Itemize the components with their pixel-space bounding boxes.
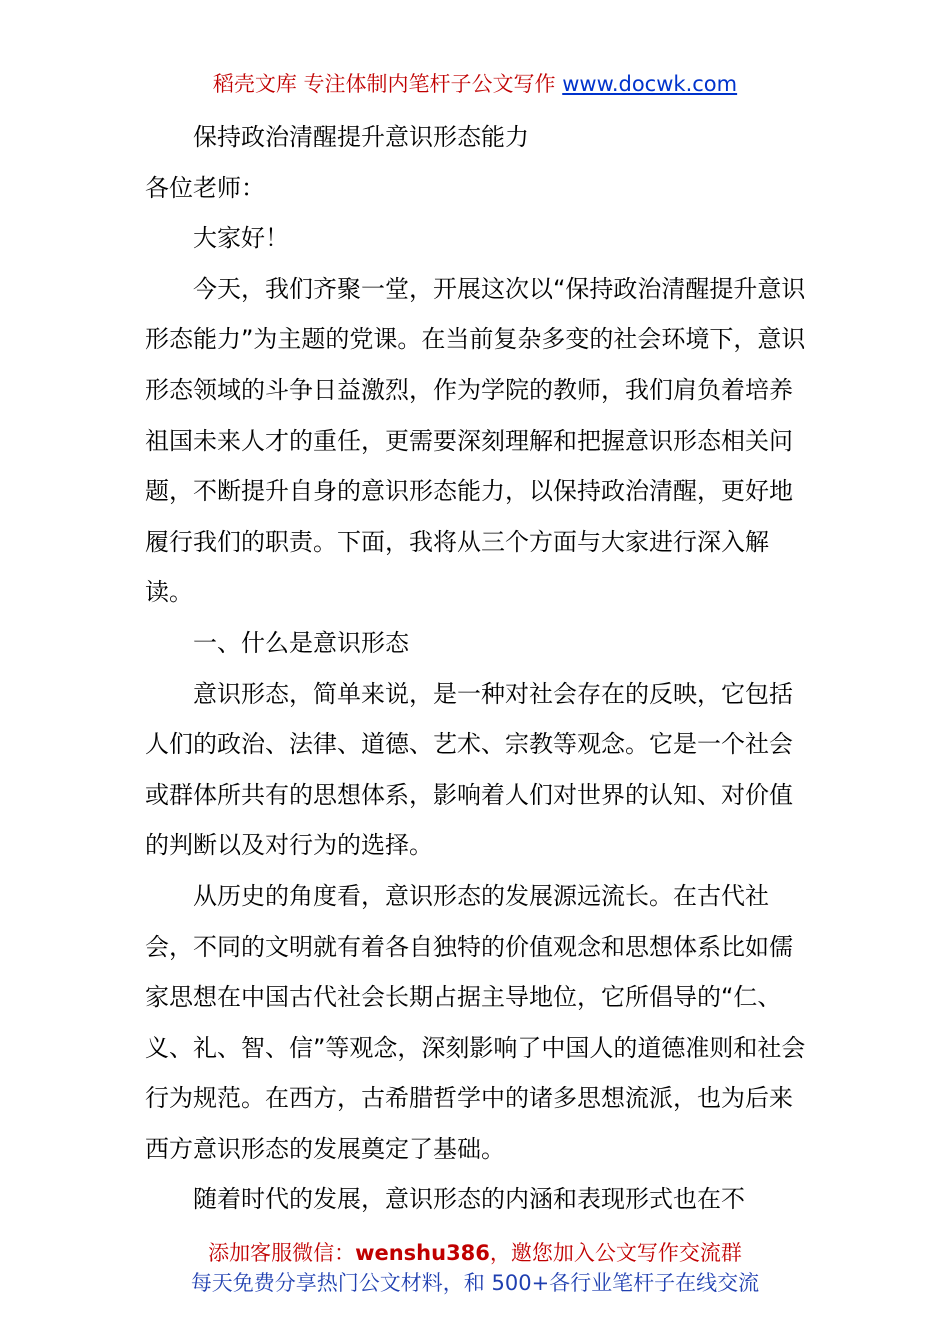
footer-wechat-id: wenshu386	[355, 1241, 490, 1265]
watermark-header	[0, 70, 950, 98]
paragraph: 今天，我们齐聚一堂，开展这次以“保持政治清醒提升意识形态能力”为主题的党课。在当前复杂多变的社会环境下，意识形态领域的斗争日益激烈，作为学院的教师，我们肩负着培养祖国未来人才的重任，更需要深刻理解和把握意识形态相关问题，不断提升自身的意识形态能力，以保持政治清醒，更好地履行我们的职责。下面，我将从三个方面与大家进行深入解读。	[145, 274, 806, 607]
paragraph: 意识形态，简单来说，是一种对社会存在的反映，它包括人们的政治、法律、道德、艺术、宗教等观念。它是一个社会或群体所共有的思想体系，影响着人们对世界的认知、对价值的判断以及对行为的选择。	[145, 679, 793, 860]
salutation: 各位老师：	[145, 173, 265, 202]
header-website-link[interactable]: www.docwk.com	[562, 72, 738, 96]
paragraph: 随着时代的发展，意识形态的内涵和表现形式也在不	[193, 1185, 745, 1214]
paragraph: 从历史的角度看，意识形态的发展源远流长。在古代社会，不同的文明就有着各自独特的价值观念和思想体系比如儒家思想在中国古代社会长期占据主导地位，它所倡导的“仁、义、礼、智、信”等观念，深刻影响了中国人的道德准则和社会行为规范。在西方，古希腊哲学中的诸多思想流派，也为后来西方意识形态的发展奠定了基础。	[145, 881, 806, 1163]
footer-wechat-line	[0, 1238, 950, 1268]
footer-suffix: ，邀您加入公文写作交流群	[489, 1241, 742, 1265]
header-brand-text: 稻壳文库 专注体制内笔杆子公文写作	[212, 72, 563, 96]
promo-footer	[0, 1238, 950, 1298]
section-heading: 一、什么是意识形态	[193, 628, 409, 657]
footer-share-line: 每天免费分享热门公文材料，和 500+各行业笔杆子在线交流	[190, 1271, 760, 1295]
footer-prefix: 添加客服微信：	[208, 1241, 356, 1265]
greeting: 大家好！	[193, 224, 289, 253]
document-body	[145, 112, 810, 1225]
document-title: 保持政治清醒提升意识形态能力	[193, 123, 529, 151]
